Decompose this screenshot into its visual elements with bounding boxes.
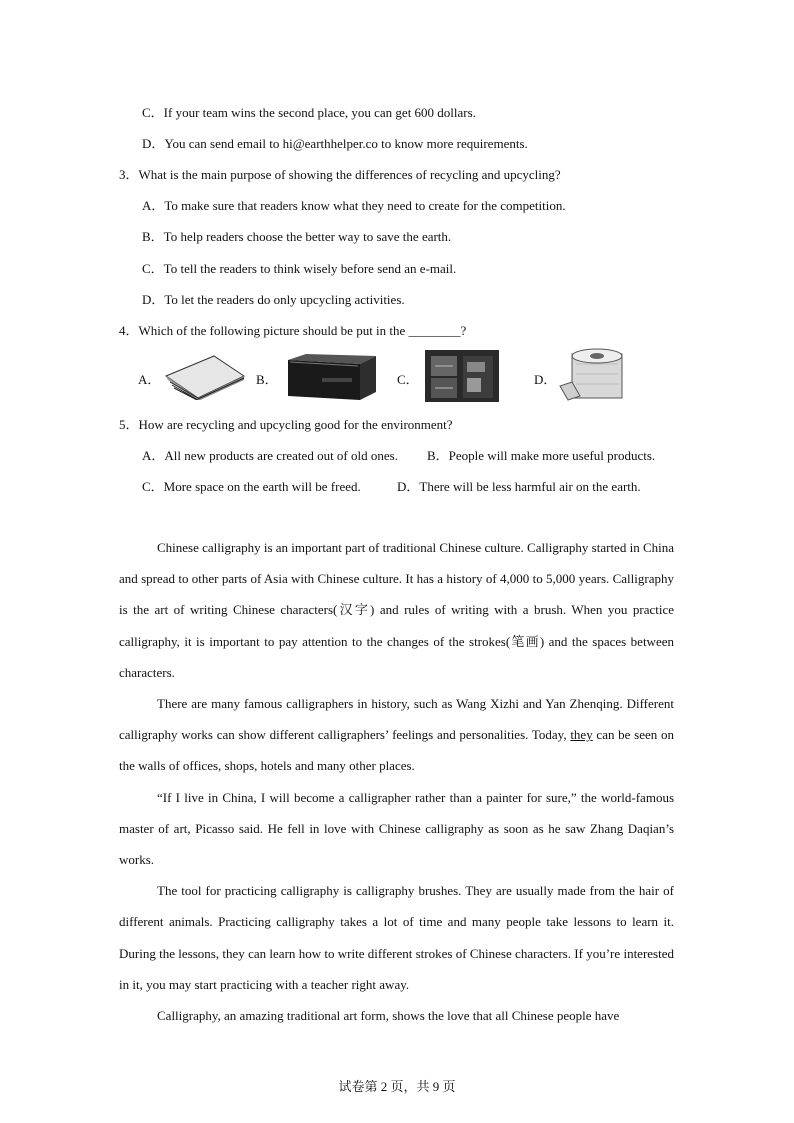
passage-paragraph-5: Calligraphy, an amazing traditional art form, shows the love that all Chinese people have: [157, 1008, 620, 1024]
q2-option-c: C．If your team wins the second place, you can get 600 dollars.: [142, 105, 476, 120]
q2-option-d: D．You can send email to hi@earthhelper.co to know more requirements.: [142, 136, 528, 151]
page-footer: 试卷第 2 页，共 9 页: [338, 1079, 456, 1094]
q4-option-c-label: C．: [397, 372, 419, 387]
q4-picture-options: [138, 348, 678, 404]
q3-option-a: A．To make sure that readers know what they need to create for the competition.: [142, 198, 566, 213]
q4-option-d-label: D．: [534, 372, 557, 387]
q3-stem: 3．What is the main purpose of showing the differences of recycling and upcycling?: [119, 167, 561, 182]
q3-option-d: D．To let the readers do only upcycling activities.: [142, 292, 405, 307]
reading-passage: [119, 532, 674, 1031]
underlined-word: they: [570, 727, 593, 743]
q5-option-c: C．More space on the earth will be freed.: [142, 479, 361, 494]
passage-paragraph-4: The tool for practicing calligraphy is calligraphy brushes. They are usually made from the hair of different animals. Practicing calligraphy takes a lot of time and many people take lessons to learn it. During the lessons, they can learn how to write different strokes of Chinese characters. If you’re interested in it, you may start practicing with a teacher right away.: [119, 883, 674, 992]
q4-option-a-label: A．: [138, 372, 161, 387]
stack-of-paper-icon: [164, 354, 246, 400]
q3-option-b: B．To help readers choose the better way to save the earth.: [142, 229, 452, 244]
q5-option-d: D．There will be less harmful air on the earth.: [397, 479, 641, 494]
q4-stem: 4．Which of the following picture should be put in the ________?: [119, 323, 467, 338]
cabinet-icon: [421, 348, 503, 404]
black-box-icon: [282, 352, 378, 402]
q4-option-b-label: B．: [256, 372, 278, 387]
q3-option-c: C．To tell the readers to think wisely before send an e-mail.: [142, 261, 457, 276]
q5-option-b: B．People will make more useful products.: [427, 448, 656, 463]
q5-stem: 5．How are recycling and upcycling good for the environment?: [119, 417, 453, 432]
q5-option-a: A．All new products are created out of old ones.: [142, 448, 398, 463]
toilet-paper-roll-icon: [558, 348, 634, 404]
passage-paragraph-3: “If I live in China, I will become a calligrapher rather than a painter for sure,” the world-famous master of art, Picasso said. He fell in love with Chinese calligraphy as soon as he saw Zhang Daqian’s works.: [119, 789, 674, 868]
passage-paragraph-2: There are many famous calligraphers in history, such as Wang Xizhi and Yan Zhenqing. Different calligraphy works can show different calligraphers’ feelings and personalities. Today, they can be seen on the walls of offices, shops, hotels and many other places.: [119, 696, 674, 774]
passage-paragraph-1: Chinese calligraphy is an important part of traditional Chinese culture. Calligraphy started in China and spread to other parts of Asia with Chinese culture. It has a history of 4,000 to 5,000 years. Calligraphy is the art of writing Chinese characters(汉字) and rules of writing with a brush. When you practice calligraphy, it is important to pay attention to the changes of the strokes(笔画) and the spaces between characters.: [119, 540, 674, 680]
